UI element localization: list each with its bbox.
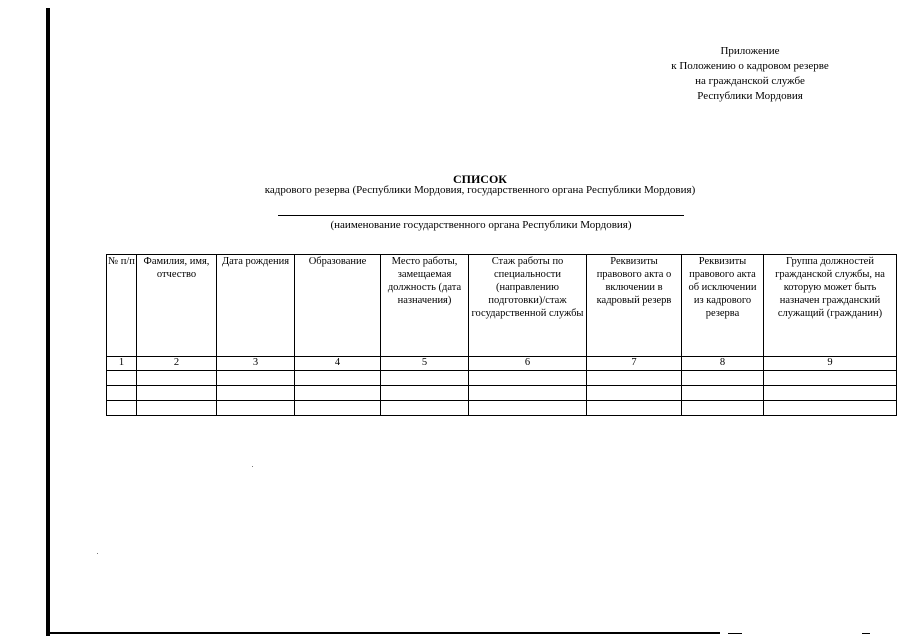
table-cell (682, 371, 764, 386)
table-cell (137, 371, 217, 386)
table-cell (107, 386, 137, 401)
column-number: 6 (469, 357, 587, 371)
table-header-row (107, 255, 897, 357)
column-number: 8 (682, 357, 764, 371)
column-header: Группа должностей гражданской службы, на которую может быть назначен гражданский служащий (гражданин) (764, 255, 897, 357)
document-title: СПИСОК (452, 172, 508, 186)
organization-name-blank-line (278, 215, 684, 216)
scan-binding-edge (46, 8, 50, 636)
organization-name-caption: (наименование государственного органа Республики Мордовия) (330, 219, 632, 231)
table-cell (587, 386, 682, 401)
column-header: Стаж работы по специальности (направлению подготовки)/стаж государственной службы (469, 255, 587, 357)
table-cell (587, 401, 682, 416)
table-cell (381, 371, 469, 386)
appendix-line: Приложение (720, 45, 780, 57)
column-number: 4 (295, 357, 381, 371)
scan-speck (97, 553, 98, 554)
appendix-line: на гражданской службе (695, 75, 805, 87)
table-cell (469, 371, 587, 386)
appendix-line: к Положению о кадровом резерве (671, 60, 829, 72)
table-cell (764, 386, 897, 401)
column-header: Фамилия, имя, отчество (137, 255, 217, 357)
table-cell (764, 401, 897, 416)
scan-mark (728, 633, 742, 634)
table-cell (469, 386, 587, 401)
table-cell (295, 371, 381, 386)
appendix-note (640, 44, 860, 104)
scan-bottom-edge (50, 632, 720, 634)
table-cell (217, 371, 295, 386)
column-header: Реквизиты правового акта о включении в кадровый резерв (587, 255, 682, 357)
scan-mark (862, 633, 870, 634)
column-header: № п/п (107, 255, 137, 357)
table-cell (137, 386, 217, 401)
table-cell (381, 401, 469, 416)
column-number: 7 (587, 357, 682, 371)
table-cell (295, 386, 381, 401)
column-number-row (107, 357, 897, 371)
column-header: Дата рождения (217, 255, 295, 357)
table-cell (381, 386, 469, 401)
column-header: Место работы, замещаемая должность (дата назначения) (381, 255, 469, 357)
table-cell (682, 386, 764, 401)
table-cell (107, 401, 137, 416)
personnel-reserve-table (106, 254, 897, 416)
table-cell (217, 386, 295, 401)
table-row (107, 386, 897, 401)
appendix-line: Республики Мордовия (697, 90, 803, 102)
table-cell (587, 371, 682, 386)
table-row (107, 401, 897, 416)
document-subtitle: кадрового резерва (Республики Мордовия, государственного органа Республики Мордовия) (264, 184, 696, 196)
column-header: Образование (295, 255, 381, 357)
column-number: 9 (764, 357, 897, 371)
table-cell (217, 401, 295, 416)
table-cell (469, 401, 587, 416)
scan-speck (252, 466, 253, 467)
column-number: 5 (381, 357, 469, 371)
table-row (107, 371, 897, 386)
table-cell (682, 401, 764, 416)
column-number: 3 (217, 357, 295, 371)
table-cell (137, 401, 217, 416)
column-number: 1 (107, 357, 137, 371)
table-cell (295, 401, 381, 416)
column-header: Реквизиты правового акта об исключении из кадрового резерва (682, 255, 764, 357)
table-cell (107, 371, 137, 386)
table-cell (764, 371, 897, 386)
column-number: 2 (137, 357, 217, 371)
